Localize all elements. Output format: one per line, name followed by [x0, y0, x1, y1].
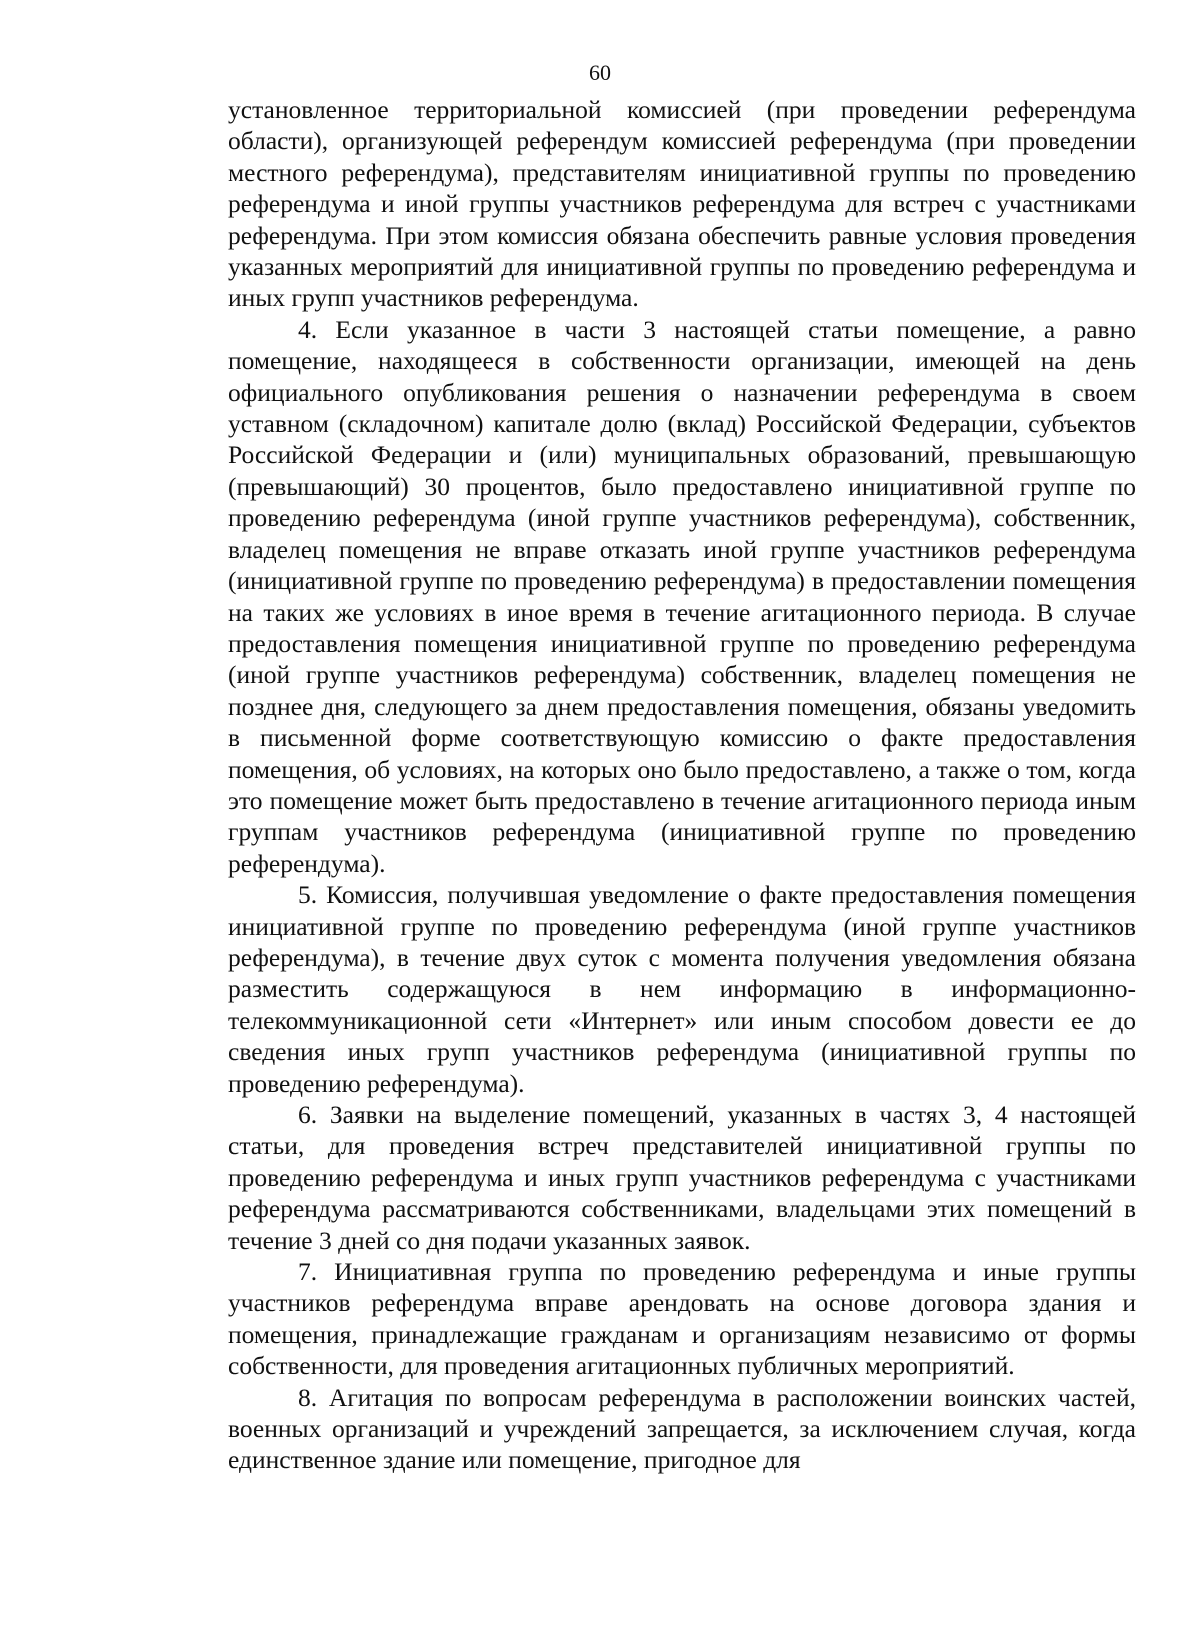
document-body — [228, 94, 1136, 1476]
paragraph-item-8: 8. Агитация по вопросам референдума в расположении воинских частей, военных организаций и учреждений запрещается, за исключением случая, когда единственное здание или помещение, пригодное для — [228, 1382, 1136, 1475]
paragraph-item-7: 7. Инициативная группа по проведению референдума и иные группы участников референдума вправе арендовать на основе договора здания и помещения, принадлежащие гражданам и организациям независимо от формы собственности, для проведения агитационных публичных мероприятий. — [228, 1257, 1136, 1381]
paragraph-item-6: 6. Заявки на выделение помещений, указанных в частях 3, 4 настоящей статьи, для проведения встреч представителей инициативной группы по проведению референдума и иных групп участников референдума с участниками референдума рассматриваются собственниками, владельцами этих помещений в течение 3 дней со дня подачи указанных заявок. — [228, 1100, 1136, 1255]
paragraph-item-5: 5. Комиссия, получившая уведомление о факте предоставления помещения инициативной группе по проведению референдума (иной группе участников референдума), в течение двух суток с момента получения уведомления обязана разместить содержащуюся в нем информацию в информационно-телекоммуникационной сети «Интернет» или иным способом довести ее до сведения иных групп участников референдума (инициативной группы по проведению референдума). — [228, 880, 1136, 1098]
paragraph-continuation: установленное территориальной комиссией (при проведении референдума области), организующей референдум комиссией референдума (при проведении местного референдума), представителям инициативной группы по проведению референдума и иной группы участников референдума для встреч с участниками референдума. При этом комиссия обязана обеспечить равные условия проведения указанных мероприятий для инициативной группы по проведению референдума и иных групп участников референдума. — [228, 95, 1136, 313]
page-number: 60 — [589, 60, 611, 85]
paragraph-item-4: 4. Если указанное в части 3 настоящей статьи помещение, а равно помещение, находящееся в собственности организации, имеющей на день официального опубликования решения о назначении референдума в своем уставном (складочном) капитале долю (вклад) Российской Федерации, субъектов Российской Федерации и (или) муниципальных образований, превышающую (превышающий) 30 процентов, было предоставлено инициативной группе по проведению референдума (иной группе участников референдума), собственник, владелец помещения не вправе отказать иной группе участников референдума (инициативной группе по проведению референдума) в предоставлении помещения на таких же условиях в иное время в течение агитационного периода. В случае предоставления помещения инициативной группе по проведению референдума (иной группе участников референдума) собственник, владелец помещения не позднее дня, следующего за днем предоставления помещения, обязаны уведомить в письменной форме соответствующую комиссию о факте предоставления помещения, об условиях, на которых оно было предоставлено, а также о том, когда это помещение может быть предоставлено в течение агитационного периода иным группам участников референдума (инициативной группе по проведению референдума). — [228, 314, 1136, 878]
